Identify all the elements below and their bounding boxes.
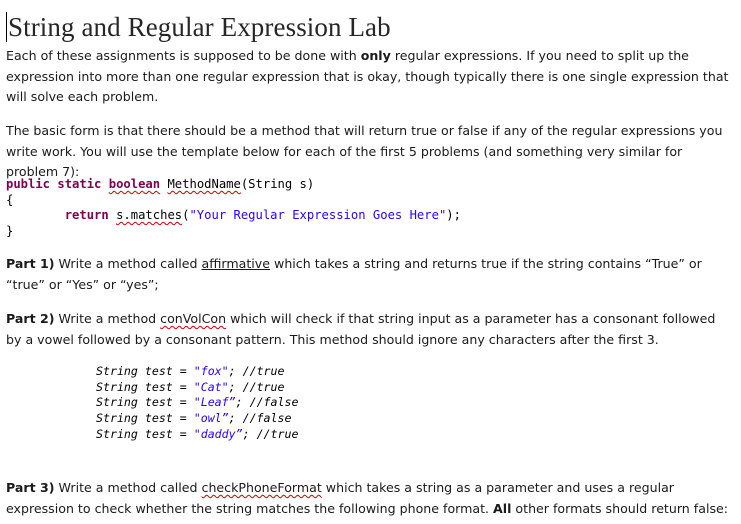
part2-paragraph[interactable] [6, 309, 734, 350]
test-value: "daddy” [193, 426, 243, 441]
close-paren: ); [446, 208, 461, 222]
test-case-line [96, 380, 298, 396]
test-declaration: String test = [96, 395, 194, 410]
method-params: (String s) [240, 177, 315, 191]
keyword-return: return [64, 208, 109, 222]
keyword-public: public [6, 177, 51, 191]
matches-call: s.matches [116, 208, 183, 222]
regex-string-literal: "Your Regular Expression Goes Here" [189, 208, 447, 222]
part1-paragraph[interactable] [6, 254, 734, 295]
test-declaration: String test = [96, 364, 194, 378]
test-declaration: String test = [96, 411, 194, 426]
test-expected: ; //true [228, 379, 285, 394]
keyword-boolean: boolean [108, 177, 161, 191]
intro-text-start: Each of these assignments is supposed to be done with [6, 48, 361, 63]
part3-text-end: other formats should return false: [511, 500, 728, 516]
part1-label: Part 1) [6, 256, 55, 271]
test-value: "fox" [193, 364, 229, 378]
part2-text-start: Write a method [54, 311, 161, 326]
intro-paragraph[interactable] [6, 46, 734, 108]
part3-bold-all: All [493, 500, 512, 516]
intro-text-end: regular expressions. If you need to split up the expression into more than one regular expression that is okay, though typically there is one single expression that will solve each problem. [6, 48, 729, 104]
test-value: "Leaf” [193, 395, 236, 410]
part2-method-name: conVolCon [160, 311, 227, 326]
open-paren: ( [182, 208, 190, 222]
part1-text-start: Write a method called [54, 256, 202, 271]
part2-label: Part 2) [6, 311, 55, 326]
test-case-line [96, 395, 298, 411]
part3-text-middle: which takes a string as a parameter and uses a regular expression to check whether the string matches the following phone format. [6, 480, 674, 516]
test-expected: ; //true [242, 426, 299, 441]
part2-text-end: which will check if that string input as a parameter has a consonant followed by a vowel followed by a consonant pattern. This method should ignore any characters after the first 3. [6, 311, 716, 347]
test-expected: ; //false [228, 411, 292, 426]
part3-method-name: checkPhoneFormat [201, 480, 322, 495]
test-declaration: String test = [96, 426, 194, 441]
open-brace: { [6, 192, 14, 207]
basic-form-paragraph[interactable]: The basic form is that there should be a method that will return true or false if any of the regular expressions you write work. You will use the template below for each of the first 5 problems (and something very similar for problem 7): [6, 123, 723, 179]
test-expected: ; //true [228, 364, 285, 378]
text-cursor [6, 12, 7, 42]
part3-paragraph[interactable] [6, 478, 734, 519]
test-expected: ; //false [235, 395, 299, 410]
test-value: "owl” [193, 411, 229, 426]
title-row [6, 8, 391, 46]
test-value: "Cat" [193, 379, 229, 394]
test-case-line [96, 364, 298, 380]
part3-text-start: Write a method called [54, 480, 202, 495]
part3-label: Part 3) [6, 480, 55, 495]
test-case-line [96, 411, 298, 427]
keyword-static: static [57, 177, 102, 191]
test-declaration: String test = [96, 379, 194, 394]
test-cases-block[interactable] [96, 364, 298, 443]
part1-method-name: affirmative [201, 256, 271, 271]
code-template[interactable] [6, 177, 461, 239]
part1-text-end: which takes a string and returns true if the string contains “True” or “true” or “Yes” or “yes”; [6, 256, 702, 292]
close-brace: } [6, 223, 14, 238]
page-title[interactable]: String and Regular Expression Lab [8, 11, 391, 42]
test-case-line [96, 427, 298, 443]
intro-bold-only: only [360, 48, 391, 63]
method-name: MethodName [167, 177, 241, 191]
